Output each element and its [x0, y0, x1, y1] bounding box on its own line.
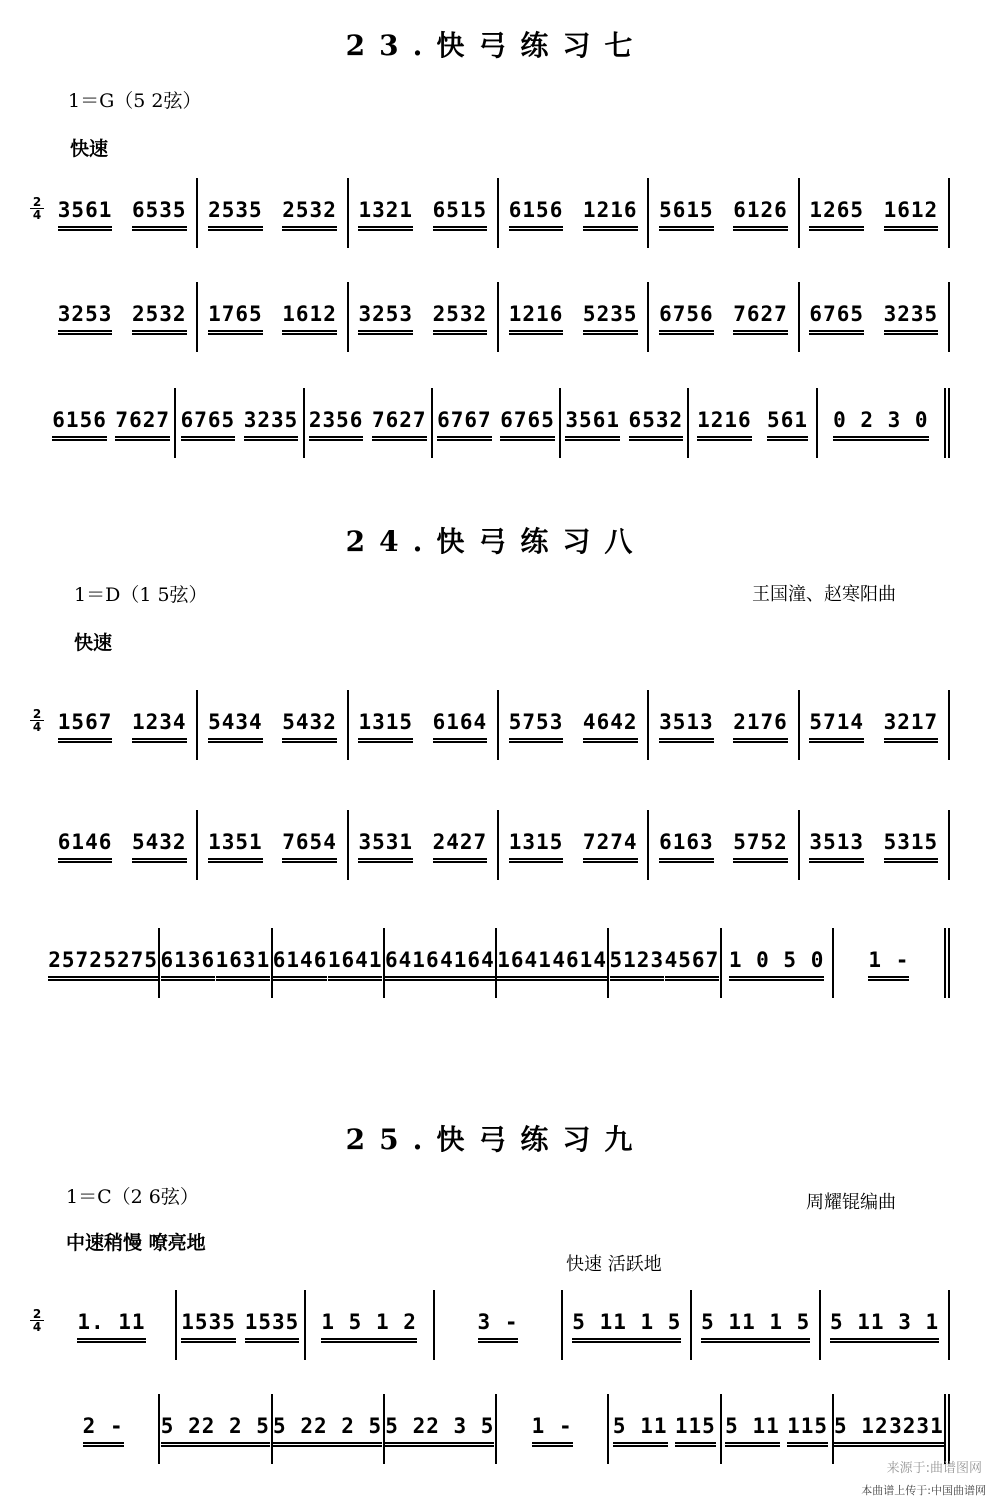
measures-row	[48, 1290, 950, 1360]
measures-row	[48, 810, 950, 880]
measure	[198, 690, 348, 760]
note-group: 3235	[884, 302, 939, 332]
measure	[497, 928, 609, 998]
note-group: 1216	[509, 302, 564, 332]
measures-row	[48, 282, 950, 352]
note-group: 5432	[282, 710, 337, 740]
composer-credit: 王国潼、赵寒阳曲	[752, 584, 896, 605]
key-signature: 1＝G（5 2弦）	[68, 90, 202, 112]
measure	[834, 1394, 950, 1464]
note-group: 1265	[809, 198, 864, 228]
composer-credit: 周耀锟编曲	[806, 1192, 896, 1213]
tempo-marking: 快速	[70, 138, 109, 160]
measure	[176, 388, 304, 458]
measure	[800, 178, 950, 248]
measure	[499, 178, 649, 248]
note-group: 7627	[733, 302, 788, 332]
measure	[198, 282, 348, 352]
measure	[349, 810, 499, 880]
note-group: 6156	[509, 198, 564, 228]
tempo-change-marking: 快速 活跃地	[566, 1254, 662, 1275]
measure	[649, 690, 799, 760]
note-group: 5275	[103, 948, 158, 978]
note-group: 7627	[372, 408, 427, 438]
note-group: 2356	[309, 408, 364, 438]
note-group: 1765	[208, 302, 263, 332]
staff-line	[30, 928, 950, 998]
measure	[499, 282, 649, 352]
note-group: 0 2 3 0	[833, 408, 929, 438]
note-group: 2532	[282, 198, 337, 228]
note-group: 1321	[358, 198, 413, 228]
measure	[349, 690, 499, 760]
measure	[800, 282, 950, 352]
staff-line	[30, 1394, 950, 1464]
note-group: 6146	[58, 830, 113, 860]
note-group: 561	[767, 408, 808, 438]
measure	[818, 388, 950, 458]
note-group: 1234	[132, 710, 187, 740]
note-group: 2532	[132, 302, 187, 332]
note-group: 7654	[282, 830, 337, 860]
measure	[349, 282, 499, 352]
note-group: 2572	[48, 948, 103, 978]
measure	[722, 1394, 834, 1464]
note-group: 5 22 2 5	[273, 1414, 382, 1444]
staff-line	[30, 1290, 950, 1360]
note-group: 1631	[216, 948, 271, 978]
tempo-marking: 中速稍慢 嘹亮地	[66, 1232, 206, 1254]
note-group: 1 5 1 2	[321, 1310, 417, 1340]
measure	[834, 928, 950, 998]
note-group: 4642	[583, 710, 638, 740]
note-group: 1 -	[868, 948, 909, 978]
measure	[800, 690, 950, 760]
watermark-source: 来源于:曲谱图网	[886, 1461, 982, 1476]
note-group: 6765	[500, 408, 555, 438]
measure	[563, 1290, 692, 1360]
measure	[177, 1290, 306, 1360]
measure	[305, 388, 433, 458]
staff-line	[30, 810, 950, 880]
measure	[561, 388, 689, 458]
note-group: 6515	[433, 198, 488, 228]
measure	[609, 928, 721, 998]
note-group: 5 22 3 5	[385, 1414, 494, 1444]
staff-line	[30, 388, 950, 458]
note-group: 2532	[433, 302, 488, 332]
measure	[48, 810, 198, 880]
note-group: 3513	[809, 830, 864, 860]
note-group: 2176	[733, 710, 788, 740]
note-group: 1351	[208, 830, 263, 860]
staff-line	[30, 690, 950, 760]
measures-row	[48, 690, 950, 760]
note-group: 3531	[358, 830, 413, 860]
note-group: 6765	[809, 302, 864, 332]
piece-title: 24.快弓练习八	[345, 525, 647, 558]
measure	[273, 928, 385, 998]
note-group: 5 12	[834, 1414, 889, 1444]
note-group: 6535	[132, 198, 187, 228]
note-group: 1535	[245, 1310, 300, 1340]
measure	[48, 1290, 177, 1360]
tempo-marking: 快速	[74, 632, 113, 654]
note-group: 1 -	[532, 1414, 573, 1444]
piece-title: 23.快弓练习七	[345, 29, 647, 62]
measure	[48, 928, 160, 998]
note-group: 5615	[659, 198, 714, 228]
measure	[435, 1290, 564, 1360]
note-group: 6164	[433, 710, 488, 740]
time-signature	[30, 196, 44, 221]
note-group: 3561	[565, 408, 620, 438]
time-signature	[30, 708, 44, 733]
note-group: 5752	[733, 830, 788, 860]
time-signature	[30, 1308, 44, 1333]
note-group: 5 11 1 5	[572, 1310, 681, 1340]
note-group: 5123	[610, 948, 665, 978]
measure	[198, 810, 348, 880]
measure	[649, 282, 799, 352]
measure	[306, 1290, 435, 1360]
measure	[48, 690, 198, 760]
note-group: 1315	[509, 830, 564, 860]
note-group: 1315	[358, 710, 413, 740]
measure	[48, 1394, 160, 1464]
measure	[800, 810, 950, 880]
note-group: 6765	[181, 408, 236, 438]
measure	[48, 388, 176, 458]
note-group: 3513	[659, 710, 714, 740]
note-group: 1 0 5 0	[729, 948, 825, 978]
staff-line	[30, 178, 950, 248]
time-signature-bottom: 4	[30, 1320, 44, 1333]
measures-row	[48, 388, 950, 458]
measure	[198, 178, 348, 248]
note-group: 3235	[244, 408, 299, 438]
note-group: 5315	[884, 830, 939, 860]
note-group: 1641	[328, 948, 383, 978]
note-group: 5 11	[725, 1414, 780, 1444]
time-signature-top: 2	[32, 1307, 42, 1321]
note-group: 5235	[583, 302, 638, 332]
measures-row	[48, 928, 950, 998]
note-group: 5 11 1 5	[701, 1310, 810, 1340]
note-group: 3253	[58, 302, 113, 332]
measure	[48, 178, 198, 248]
measure	[609, 1394, 721, 1464]
time-signature-top: 2	[32, 707, 42, 721]
note-group: 3253	[358, 302, 413, 332]
measure	[499, 810, 649, 880]
measures-row	[48, 1394, 950, 1464]
note-group: 6416	[385, 948, 440, 978]
measure	[273, 1394, 385, 1464]
note-group: 1216	[697, 408, 752, 438]
measure	[160, 1394, 272, 1464]
measure	[497, 1394, 609, 1464]
note-group: 1612	[282, 302, 337, 332]
note-group: 5432	[132, 830, 187, 860]
note-group: 5 22 2 5	[161, 1414, 270, 1444]
note-group: 2 -	[83, 1414, 124, 1444]
note-group: 7627	[115, 408, 170, 438]
note-group: 4164	[440, 948, 495, 978]
note-group: 1641	[497, 948, 552, 978]
note-group: 3 -	[478, 1310, 519, 1340]
note-group: 4614	[552, 948, 607, 978]
measure	[349, 178, 499, 248]
measure	[499, 690, 649, 760]
measure	[722, 928, 834, 998]
measure	[48, 282, 198, 352]
measures-row	[48, 178, 950, 248]
watermark: 本曲谱上传于:中国曲谱网	[861, 1484, 986, 1497]
measure	[649, 810, 799, 880]
note-group: 2427	[433, 830, 488, 860]
key-signature: 1＝D（1 5弦）	[74, 584, 208, 606]
measure	[821, 1290, 950, 1360]
note-group: 6532	[629, 408, 684, 438]
note-group: 5753	[509, 710, 564, 740]
note-group: 1216	[583, 198, 638, 228]
note-group: 3561	[58, 198, 113, 228]
time-signature-bottom: 4	[30, 720, 44, 733]
time-signature-bottom: 4	[30, 208, 44, 221]
note-group: 115	[787, 1414, 828, 1444]
measure	[689, 388, 817, 458]
time-signature-top: 2	[32, 195, 42, 209]
note-group: 5 11	[613, 1414, 668, 1444]
measure	[160, 928, 272, 998]
measure	[649, 178, 799, 248]
note-group: 6163	[659, 830, 714, 860]
note-group: 1. 11	[77, 1310, 145, 1340]
note-group: 3231	[889, 1414, 944, 1444]
note-group: 2535	[208, 198, 263, 228]
note-group: 1567	[58, 710, 113, 740]
measure	[692, 1290, 821, 1360]
note-group: 7274	[583, 830, 638, 860]
note-group: 5714	[809, 710, 864, 740]
measure	[385, 928, 497, 998]
note-group: 1612	[884, 198, 939, 228]
measure	[433, 388, 561, 458]
note-group: 5434	[208, 710, 263, 740]
key-signature: 1＝C（2 6弦）	[66, 1186, 199, 1208]
note-group: 6136	[161, 948, 216, 978]
measure	[385, 1394, 497, 1464]
note-group: 6146	[273, 948, 328, 978]
note-group: 6756	[659, 302, 714, 332]
note-group: 6156	[52, 408, 107, 438]
staff-line	[30, 282, 950, 352]
piece-title: 25.快弓练习九	[345, 1123, 647, 1156]
note-group: 4567	[665, 948, 720, 978]
note-group: 5 11 3 1	[830, 1310, 939, 1340]
note-group: 6126	[733, 198, 788, 228]
note-group: 6767	[437, 408, 492, 438]
note-group: 115	[675, 1414, 716, 1444]
note-group: 3217	[884, 710, 939, 740]
note-group: 1535	[181, 1310, 236, 1340]
